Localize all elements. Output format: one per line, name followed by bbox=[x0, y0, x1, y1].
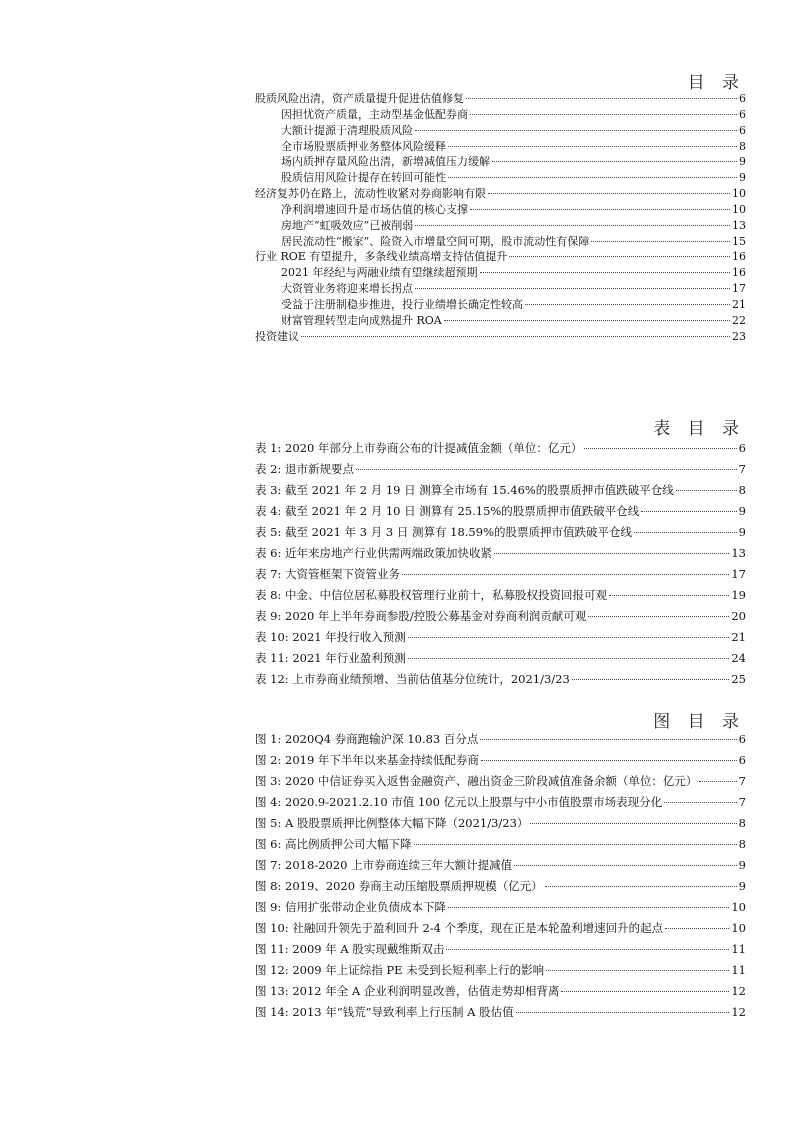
figure-entry[interactable] bbox=[255, 1004, 746, 1020]
figure-entry-page: 12 bbox=[731, 1005, 746, 1019]
toc-entry-label: 全市场股票质押业务整体风险缓释 bbox=[281, 140, 446, 153]
leader-dots bbox=[470, 114, 737, 115]
figure-entry-label: 图 7: 2018-2020 上市券商连续三年大额计提减值 bbox=[255, 858, 513, 872]
figure-entry-page: 8 bbox=[738, 816, 746, 830]
toc-entry-label: 行业 ROE 有望提升，多条线业绩高增支持估值提升 bbox=[255, 250, 508, 263]
toc-entry-page: 8 bbox=[739, 140, 746, 153]
table-entry[interactable] bbox=[255, 482, 746, 498]
leader-dots bbox=[415, 225, 730, 226]
toc-entry-page: 22 bbox=[732, 314, 746, 327]
leader-dots bbox=[446, 949, 729, 950]
figure-entry-page: 10 bbox=[731, 921, 746, 935]
leader-dots bbox=[402, 574, 729, 575]
table-entry-page: 9 bbox=[738, 504, 746, 518]
table-entry-label: 表 12: 上市券商业绩预增、当前估值基分位统计，2021/3/23 bbox=[255, 672, 570, 686]
figure-entry-label: 图 8: 2019、2020 券商主动压缩股票质押规模（亿元） bbox=[255, 879, 543, 893]
toc-entry-page: 16 bbox=[732, 266, 746, 279]
figure-entry-label: 图 1: 2020Q4 券商跑输沪深 10.83 百分点 bbox=[255, 732, 479, 746]
table-entry-page: 13 bbox=[731, 546, 746, 560]
figure-entry[interactable] bbox=[255, 878, 746, 894]
leader-dots bbox=[481, 760, 737, 761]
toc-entry-label: 净利润增速回升是市场估值的核心支撑 bbox=[281, 203, 468, 216]
leader-dots bbox=[448, 146, 737, 147]
leader-dots bbox=[641, 511, 736, 512]
figure-entry-label: 图 13: 2012 年全 A 企业利润明显改善，估值走势却相背离 bbox=[255, 984, 560, 998]
leader-dots bbox=[588, 616, 729, 617]
figure-entry[interactable] bbox=[255, 731, 746, 747]
leader-dots bbox=[408, 637, 730, 638]
leader-dots bbox=[591, 241, 730, 242]
toc-entry[interactable] bbox=[255, 296, 746, 312]
figure-entry-label: 图 14: 2013 年“钱荒”导致利率上行压制 A 股估值 bbox=[255, 1005, 514, 1019]
table-entry[interactable] bbox=[255, 566, 746, 582]
figure-entry-page: 11 bbox=[731, 942, 746, 956]
leader-dots bbox=[516, 1012, 730, 1013]
toc-entry[interactable] bbox=[255, 264, 746, 280]
leader-dots bbox=[664, 802, 737, 803]
figure-entry-page: 9 bbox=[738, 858, 746, 872]
toc-entry[interactable] bbox=[255, 185, 746, 201]
figure-entry-label: 图 11: 2009 年 A 股实现戴维斯双击 bbox=[255, 942, 445, 956]
figure-entry-label: 图 3: 2020 中信证券买入返售金融资产、融出资金三阶段减值准备余额（单位：亿元） bbox=[255, 774, 698, 788]
toc-entry-label: 大资管业务将迎来增长拐点 bbox=[281, 282, 413, 295]
figure-entry-label: 图 6: 高比例质押公司大幅下降 bbox=[255, 837, 412, 851]
table-entry[interactable] bbox=[255, 650, 746, 666]
leader-dots bbox=[444, 320, 730, 321]
table-entry[interactable] bbox=[255, 440, 746, 456]
table-entry-page: 7 bbox=[738, 462, 746, 476]
table-entry[interactable] bbox=[255, 587, 746, 603]
table-entry[interactable] bbox=[255, 629, 746, 645]
toc-entry[interactable] bbox=[255, 169, 746, 185]
leader-dots bbox=[561, 991, 729, 992]
leader-dots bbox=[546, 970, 729, 971]
figure-entry-page: 8 bbox=[738, 837, 746, 851]
table-entry-page: 9 bbox=[738, 525, 746, 539]
table-entry[interactable] bbox=[255, 461, 746, 477]
table-entry-page: 24 bbox=[731, 651, 746, 665]
toc-entry-page: 9 bbox=[739, 171, 746, 184]
toc-entry-page: 16 bbox=[732, 250, 746, 263]
contents-heading: 目 录 bbox=[687, 73, 745, 93]
figure-entry[interactable] bbox=[255, 752, 746, 768]
leader-dots bbox=[676, 490, 737, 491]
toc-entry[interactable] bbox=[255, 280, 746, 296]
leader-dots bbox=[466, 98, 737, 99]
table-entry-page: 19 bbox=[731, 588, 746, 602]
toc-entry-page: 23 bbox=[732, 330, 746, 343]
leader-dots bbox=[530, 823, 736, 824]
table-entry-label: 表 8: 中金、中信位居私募股权管理行业前十，私募股权投资回报可观 bbox=[255, 588, 607, 602]
toc-entry-page: 6 bbox=[739, 92, 746, 105]
table-entry-label: 表 10: 2021 年投行收入预测 bbox=[255, 630, 406, 644]
toc-entry-page: 13 bbox=[732, 219, 746, 232]
figure-entry-label: 图 4: 2020.9-2021.2.10 市值 100 亿元以上股票与中小市值股票市场表现分化 bbox=[255, 795, 663, 809]
toc-entry[interactable] bbox=[255, 122, 746, 138]
toc-entry-label: 投资建议 bbox=[255, 330, 299, 343]
table-entry-label: 表 5: 截至 2021 年 3 月 3 日 测算有 18.59%的股票质押市值跌破平仓线 bbox=[255, 525, 632, 539]
leader-dots bbox=[301, 336, 730, 337]
leader-dots bbox=[494, 553, 729, 554]
figure-entry-page: 7 bbox=[738, 795, 746, 809]
leader-dots bbox=[448, 907, 729, 908]
table-entry-page: 21 bbox=[731, 630, 746, 644]
figure-entry-label: 图 2: 2019 年下半年以来基金持续低配券商 bbox=[255, 753, 479, 767]
table-entry-page: 6 bbox=[738, 441, 746, 455]
table-entry-page: 8 bbox=[738, 483, 746, 497]
toc-entry[interactable] bbox=[255, 217, 746, 233]
toc-entry[interactable] bbox=[255, 90, 746, 106]
table-entry[interactable] bbox=[255, 608, 746, 624]
table-entry[interactable] bbox=[255, 671, 746, 687]
figure-entry[interactable] bbox=[255, 815, 746, 831]
toc-entry-label: 2021 年经纪与两融业绩有望继续超预期 bbox=[281, 266, 478, 279]
leader-dots bbox=[480, 272, 731, 273]
figure-entry-page: 7 bbox=[738, 774, 746, 788]
leader-dots bbox=[545, 886, 737, 887]
toc-entry-page: 15 bbox=[732, 235, 746, 248]
toc-entry-page: 6 bbox=[739, 124, 746, 137]
leader-dots bbox=[634, 532, 737, 533]
figure-entry-page: 6 bbox=[738, 732, 746, 746]
figure-entry-label: 图 9: 信用扩张带动企业负债成本下降 bbox=[255, 900, 447, 914]
toc-entry-label: 股质信用风险计提存在转回可能性 bbox=[281, 171, 446, 184]
leader-dots bbox=[356, 469, 737, 470]
figure-entry[interactable] bbox=[255, 836, 746, 852]
tables-heading: 表 目 录 bbox=[653, 419, 745, 439]
leader-dots bbox=[699, 781, 736, 782]
toc-entry-label: 财富管理转型走向成熟提升 ROA bbox=[281, 314, 442, 327]
toc-entry-page: 21 bbox=[732, 298, 746, 311]
table-entry-label: 表 6: 近年来房地产行业供需两端政策加快收紧 bbox=[255, 546, 492, 560]
leader-dots bbox=[488, 193, 730, 194]
toc-entry-label: 场内质押存量风险出清，新增减值压力缓解 bbox=[281, 155, 490, 168]
leader-dots bbox=[448, 177, 737, 178]
toc-entry[interactable] bbox=[255, 153, 746, 169]
leader-dots bbox=[470, 209, 730, 210]
leader-dots bbox=[509, 256, 730, 257]
figure-entry[interactable] bbox=[255, 941, 746, 957]
table-entry-page: 17 bbox=[731, 567, 746, 581]
leader-dots bbox=[584, 448, 736, 449]
leader-dots bbox=[665, 928, 729, 929]
figure-entry[interactable] bbox=[255, 857, 746, 873]
leader-dots bbox=[492, 161, 737, 162]
toc-entry[interactable] bbox=[255, 312, 746, 328]
figure-entry-label: 图 12: 2009 年上证综指 PE 未受到长短利率上行的影响 bbox=[255, 963, 545, 977]
toc-entry[interactable] bbox=[255, 248, 746, 264]
table-entry-label: 表 11: 2021 年行业盈利预测 bbox=[255, 651, 406, 665]
table-entry[interactable] bbox=[255, 545, 746, 561]
figure-entry-label: 图 10: 社融回升领先于盈利回升 2-4 个季度，现在正是本轮盈利增速回升的起点 bbox=[255, 921, 664, 935]
leader-dots bbox=[415, 130, 737, 131]
leader-dots bbox=[572, 679, 730, 680]
figure-entry[interactable] bbox=[255, 794, 746, 810]
toc-entry[interactable] bbox=[255, 233, 746, 249]
figure-entry[interactable] bbox=[255, 920, 746, 936]
toc-entry-label: 大额计提源于清理股质风险 bbox=[281, 124, 413, 137]
toc-entry-label: 居民流动性“搬家”、险资入市增量空间可期，股市流动性有保障 bbox=[281, 235, 590, 248]
toc-entry-page: 17 bbox=[732, 282, 746, 295]
figure-entry-page: 11 bbox=[731, 963, 746, 977]
leader-dots bbox=[408, 658, 730, 659]
toc-entry[interactable] bbox=[255, 106, 746, 122]
toc-entry-page: 9 bbox=[739, 155, 746, 168]
table-entry[interactable] bbox=[255, 503, 746, 519]
toc-entry-page: 6 bbox=[739, 108, 746, 121]
toc-entry-label: 经济复苏仍在路上，流动性收紧对券商影响有限 bbox=[255, 187, 486, 200]
leader-dots bbox=[414, 844, 737, 845]
table-entry-label: 表 9: 2020 年上半年券商参股/控股公募基金对券商利润贡献可观 bbox=[255, 609, 587, 623]
toc-entry[interactable] bbox=[255, 138, 746, 154]
leader-dots bbox=[609, 595, 729, 596]
toc-entry-label: 受益于注册制稳步推进，投行业绩增长确定性较高 bbox=[281, 298, 523, 311]
table-entry[interactable] bbox=[255, 524, 746, 540]
figure-entry-page: 9 bbox=[738, 879, 746, 893]
leader-dots bbox=[480, 739, 736, 740]
table-entry-page: 25 bbox=[731, 672, 746, 686]
toc-entry[interactable] bbox=[255, 328, 746, 344]
leader-dots bbox=[415, 288, 730, 289]
leader-dots bbox=[525, 304, 730, 305]
figure-entry-page: 6 bbox=[738, 753, 746, 767]
toc-entry-label: 房地产“虹吸效应”已被削弱 bbox=[281, 219, 414, 232]
table-entry-label: 表 7: 大资管框架下资管业务 bbox=[255, 567, 401, 581]
table-entry-label: 表 2: 退市新规要点 bbox=[255, 462, 355, 476]
figure-entry[interactable] bbox=[255, 773, 746, 789]
figure-entry-label: 图 5: A 股股票质押比例整体大幅下降（2021/3/23） bbox=[255, 816, 529, 830]
toc-entry[interactable] bbox=[255, 201, 746, 217]
table-entry-label: 表 4: 截至 2021 年 2 月 10 日 测算有 25.15%的股票质押市值跌破平仓线 bbox=[255, 504, 640, 518]
table-entry-page: 20 bbox=[731, 609, 746, 623]
table-entry-label: 表 1: 2020 年部分上市券商公布的计提减值金额（单位：亿元） bbox=[255, 441, 583, 455]
figure-entry-page: 10 bbox=[731, 900, 746, 914]
figure-entry[interactable] bbox=[255, 899, 746, 915]
toc-entry-page: 10 bbox=[732, 203, 746, 216]
figure-entry-page: 12 bbox=[731, 984, 746, 998]
leader-dots bbox=[514, 865, 737, 866]
figure-entry[interactable] bbox=[255, 962, 746, 978]
table-entry-label: 表 3: 截至 2021 年 2 月 19 日 测算全市场有 15.46%的股票质押市值跌破平仓线 bbox=[255, 483, 674, 497]
figures-heading: 图 目 录 bbox=[653, 712, 745, 732]
toc-entry-page: 10 bbox=[732, 187, 746, 200]
toc-entry-label: 因担忧资产质量，主动型基金低配券商 bbox=[281, 108, 468, 121]
toc-entry-label: 股质风险出清，资产质量提升促进估值修复 bbox=[255, 92, 464, 105]
figure-entry[interactable] bbox=[255, 983, 746, 999]
